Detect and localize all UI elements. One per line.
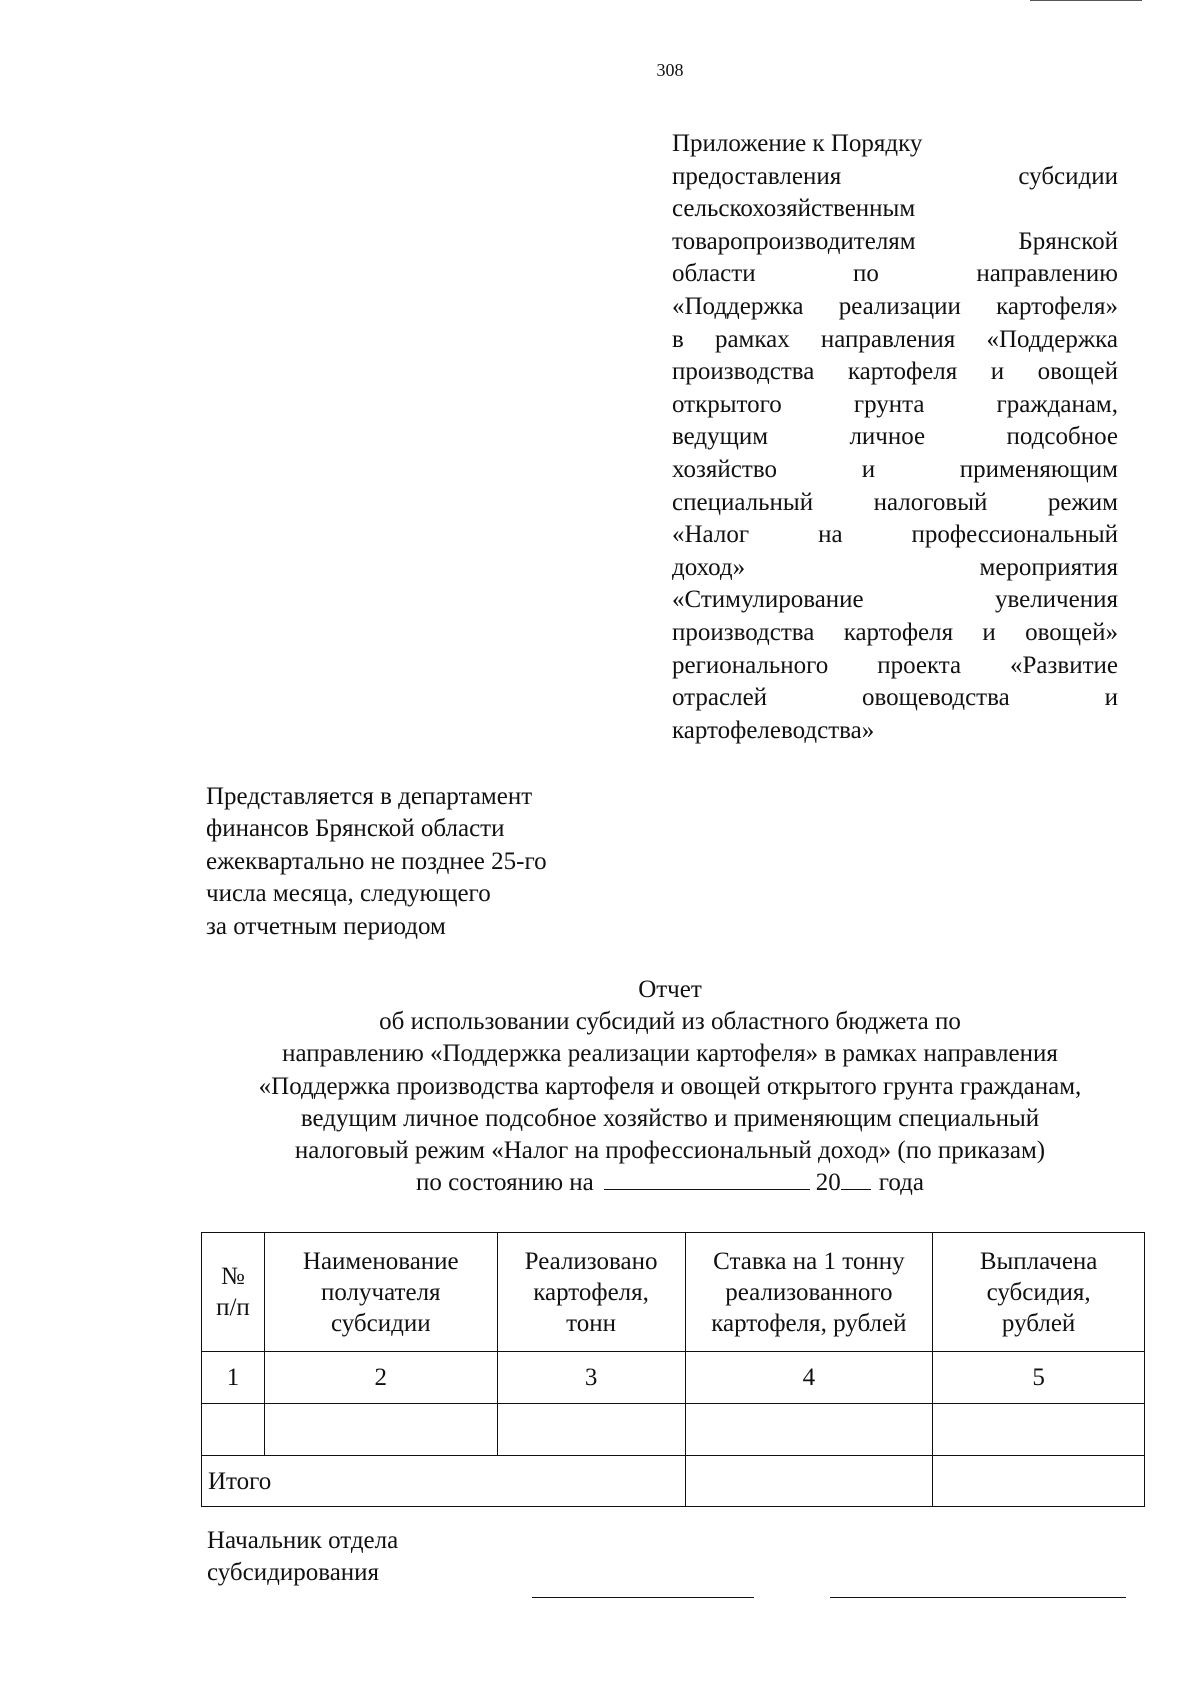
appendix-line: области по направлению (672, 260, 1118, 288)
appendix-line: Приложение к Порядку (672, 130, 923, 157)
appendix-line: «Поддержка реализации картофеля» (672, 292, 1118, 320)
table-row (202, 1404, 1145, 1456)
report-title-line: об использовании субсидий из областного бюджета по (379, 1008, 961, 1036)
appendix-line: производства картофеля и овощей» (672, 618, 1118, 646)
total-cell (933, 1456, 1145, 1507)
table-cell (685, 1404, 933, 1456)
appendix-line: картофелеводства» (672, 716, 875, 744)
appendix-line: товаропроизводителям Брянской (672, 227, 1118, 255)
column-number-row (202, 1352, 1145, 1404)
header-cell-recipient: Наименование получателя субсидии (264, 1233, 497, 1352)
report-title-line: ведущим личное подсобное хозяйство и применяющим специальный (300, 1104, 1040, 1132)
table-cell (202, 1404, 265, 1456)
appendix-line: «Налог на профессиональный (672, 521, 1118, 549)
header-cell-rate: Ставка на 1 тонну реализованного картофеля, рублей (685, 1233, 933, 1352)
signature-block (207, 1525, 398, 1589)
report-title-line: «Поддержка производства картофеля и овощей открытого грунта гражданам, (258, 1072, 1082, 1100)
submission-line: финансов Брянской области (206, 815, 505, 843)
appendix-line: специальный налоговый режим (672, 488, 1118, 516)
table-cell (933, 1404, 1145, 1456)
report-title-line: налоговый режим «Налог на профессиональный доход» (по приказам) (294, 1137, 1046, 1165)
top-rule (1030, 0, 1142, 1)
year-suffix: года (878, 1169, 924, 1197)
report-date-line (170, 1167, 1170, 1199)
report-heading: Отчет (638, 976, 702, 1003)
year-prefix: 20 (815, 1169, 841, 1197)
date-prefix: по состоянию на (416, 1169, 594, 1197)
submission-line: за отчетным периодом (206, 912, 446, 940)
submission-line: числа месяца, следующего (206, 880, 491, 908)
total-row (202, 1456, 1145, 1507)
appendix-note (672, 128, 1118, 747)
column-number-cell: 1 (202, 1352, 265, 1404)
appendix-line: доход» мероприятия (672, 553, 1118, 581)
signature-underline (532, 1597, 754, 1598)
report-table (201, 1232, 1145, 1507)
year-blank (841, 1188, 871, 1190)
header-cell-sold: Реализовано картофеля, тонн (497, 1233, 685, 1352)
table-header-row (202, 1233, 1145, 1352)
report-title-line: направлению «Поддержка реализации картофеля» в рамках направления (282, 1040, 1058, 1068)
date-blank (604, 1188, 810, 1190)
appendix-line: производства картофеля и овощей (672, 358, 1118, 386)
table-cell (497, 1404, 685, 1456)
appendix-line: в рамках направления «Поддержка (672, 325, 1118, 353)
column-number-cell: 5 (933, 1352, 1145, 1404)
appendix-line: отраслей овощеводства и (672, 684, 1118, 712)
page-number: 308 (656, 60, 684, 80)
total-cell (685, 1456, 933, 1507)
submission-line: Представляется в департамент (206, 783, 533, 810)
signature-line: Начальник отдела (207, 1527, 399, 1554)
name-underline (830, 1597, 1126, 1598)
header-cell-paid: Выплачена субсидия, рублей (933, 1233, 1145, 1352)
appendix-line: открытого грунта гражданам, (672, 390, 1118, 418)
table-cell (264, 1404, 497, 1456)
appendix-line: сельскохозяйственным (672, 195, 916, 223)
header-cell-number: № п/п (202, 1233, 265, 1352)
column-number-cell: 3 (497, 1352, 685, 1404)
appendix-line: хозяйство и применяющим (672, 455, 1118, 483)
signature-line: субсидирования (207, 1559, 380, 1586)
column-number-cell: 2 (264, 1352, 497, 1404)
appendix-line: ведущим личное подсобное (672, 423, 1118, 451)
submission-note (206, 781, 656, 943)
appendix-line: предоставления субсидии (672, 162, 1118, 190)
submission-line: ежеквартально не позднее 25-го (206, 847, 547, 875)
column-number-cell: 4 (685, 1352, 933, 1404)
report-title (170, 974, 1170, 1199)
appendix-line: регионального проекта «Развитие (672, 651, 1118, 679)
total-label: Итого (202, 1456, 686, 1507)
appendix-line: «Стимулирование увеличения (672, 586, 1118, 614)
